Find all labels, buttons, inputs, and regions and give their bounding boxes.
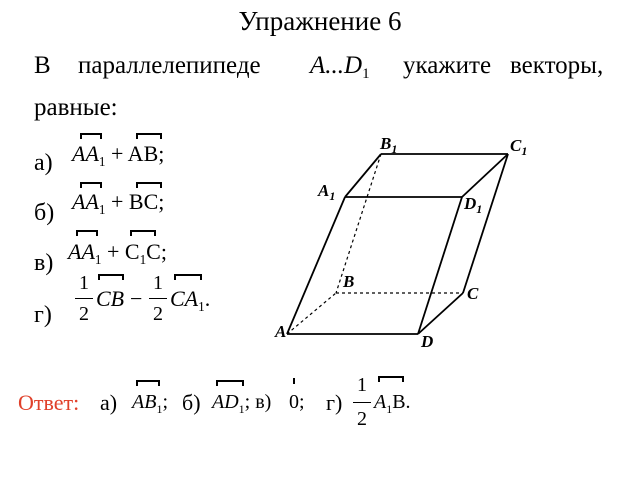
answer-a-label: а) (100, 390, 118, 415)
page-title: Упражнение 6 (238, 6, 402, 36)
vertex-a1-label: $A_1$ (318, 181, 336, 203)
vertex-c1-label: $C_1$ (510, 136, 528, 158)
vector-arrow (98, 274, 124, 282)
fraction-bar (75, 298, 93, 299)
answer-b-label: б) (182, 390, 201, 415)
vertex-a-label: A (275, 322, 287, 341)
item-c-label: в) (34, 250, 54, 276)
parallelepiped-figure (260, 130, 528, 360)
item-d-vector-2: $CA_1$. (170, 286, 211, 314)
fraction-denominator: 2 (153, 303, 163, 325)
zero-vector-mark (293, 378, 295, 384)
task-word-3: $A...D_1$ (310, 52, 370, 82)
edge-a1b1 (345, 154, 381, 197)
item-c-formula: $AA_1 + C_1C$; (68, 239, 167, 267)
fraction-bar (149, 298, 167, 299)
vertex-b1-label: $B_1$ (380, 134, 398, 156)
fraction-bar (353, 402, 371, 403)
vector-arrow (136, 133, 162, 141)
vertex-d1-label: $D_1$ (464, 194, 483, 216)
vertex-d-label: D (421, 332, 434, 351)
vertex-b-label: B (343, 272, 355, 291)
item-b-formula: $AA_1$ + BC; (72, 189, 165, 217)
answer-b-vector: $AD_1$; в) (212, 391, 272, 416)
answer-label: Ответ: (18, 390, 80, 415)
vector-arrow (76, 230, 98, 238)
fraction-numerator: 1 (357, 374, 367, 396)
fraction-numerator: 1 (153, 272, 163, 294)
item-b-label: б) (34, 200, 55, 226)
task-word-5: векторы, (510, 52, 604, 79)
vector-arrow (174, 274, 202, 282)
item-d-label: г) (34, 302, 52, 328)
fraction-denominator: 2 (357, 408, 367, 430)
vector-arrow (378, 376, 404, 384)
vector-arrow (80, 133, 102, 141)
vertex-c-label: C (467, 284, 479, 303)
task-line-2: равные: (34, 94, 118, 121)
item-a-formula: $AA_1$ + AB; (72, 141, 165, 169)
task-word-2: параллелепипеде (78, 52, 261, 79)
answer-d-vector: $A_1B$. (374, 391, 411, 416)
vector-arrow (136, 380, 160, 388)
vector-arrow (130, 230, 156, 238)
edge-aa1 (287, 197, 345, 334)
edge-ab-hidden (287, 293, 336, 334)
answer-a-vector: $AB_1$; (132, 391, 168, 416)
fraction-denominator: 2 (79, 303, 89, 325)
item-a-label: а) (34, 150, 53, 176)
vector-arrow (216, 380, 244, 388)
item-d-operator: − (130, 286, 143, 311)
answer-d-label: г) (326, 390, 343, 415)
answer-c-value: 0; (289, 391, 305, 413)
fraction-numerator: 1 (79, 272, 89, 294)
task-word-1: В (34, 52, 51, 79)
item-d-vector-1: CB (96, 286, 125, 311)
task-word-4: укажите (403, 52, 492, 79)
